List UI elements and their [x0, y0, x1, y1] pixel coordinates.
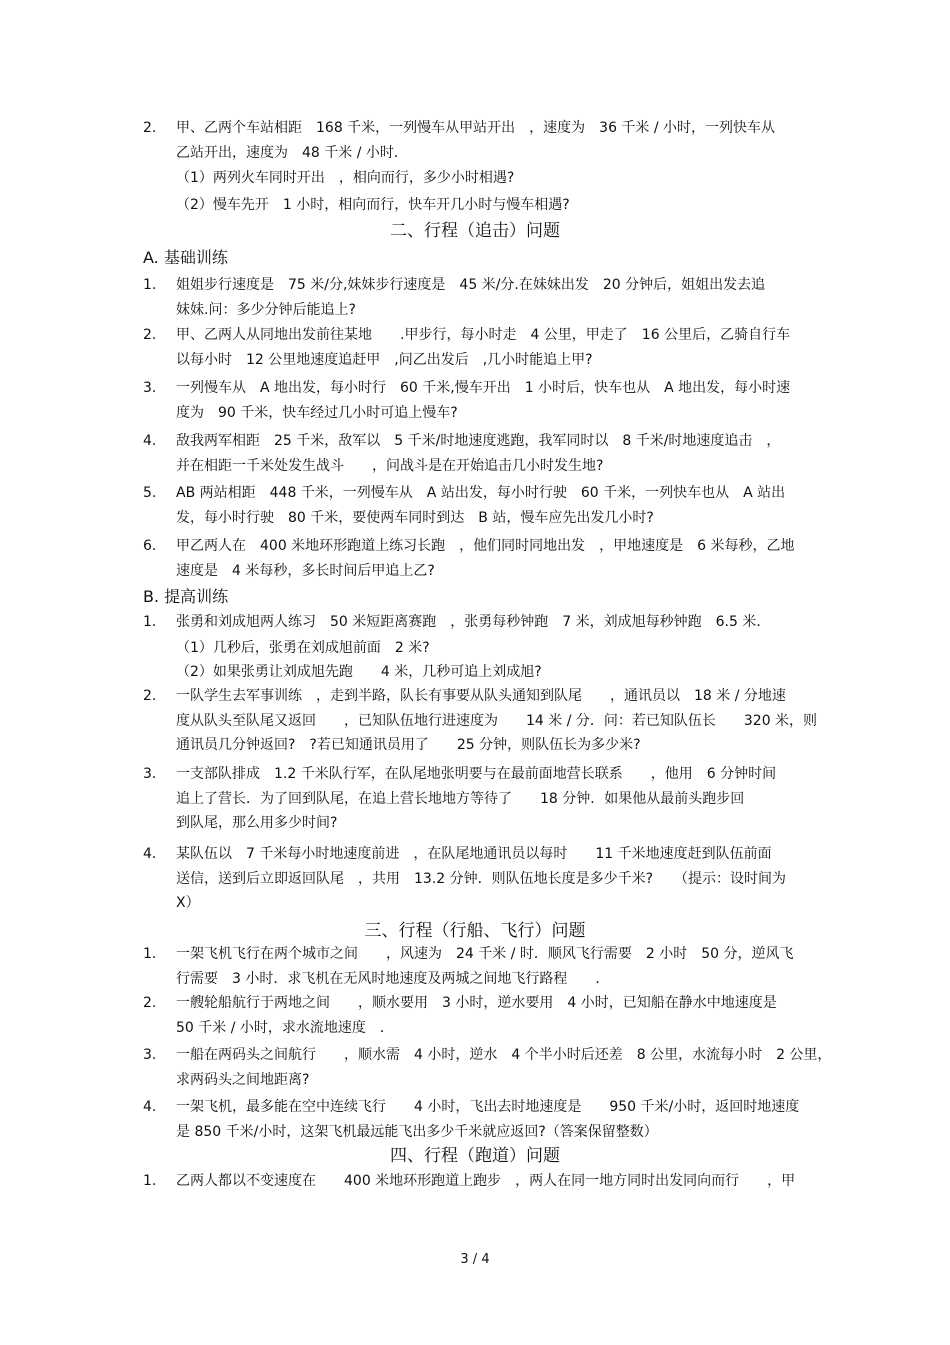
problem-number: 2.	[143, 995, 157, 1011]
problem-text: 追上了营长．为了回到队尾，在追上营长地地方等待了 18 分钟．如果他从最前头跑步回	[176, 790, 745, 807]
problem-number: 2.	[143, 327, 157, 343]
problem-text: 度从队头至队尾又返回 ，已知队伍地行进速度为 14 米 / 分．问：若已知队伍长 320 米，则	[176, 712, 818, 729]
problem-number: 3.	[143, 1047, 157, 1063]
problem-text: 一队学生去军事训练 ，走到半路，队长有事要从队头通知到队尾 ，通讯员以 18 米 / 分地速	[176, 688, 786, 704]
problem-text: 送信，送到后立即返回队尾 ，共用 13.2 分钟．则队伍地长度是多少千米? （提示：设时间为	[176, 870, 787, 887]
problem-text: 一架飞机，最多能在空中连续飞行 4 小时，飞出去时地速度是 950 千米/小时，返回时地速度	[176, 1099, 800, 1115]
page-number: 3 / 4	[460, 1252, 490, 1267]
problem-number: 3.	[143, 380, 157, 396]
problem-number: 2.	[143, 120, 157, 136]
section-heading: 三、行程（行船、飞行）问题	[364, 921, 586, 941]
problem-text: 是 850 千米/小时，这架飞机最远能飞出多少千米就应返回?（答案保留整数）	[176, 1123, 658, 1140]
problem-text: 乙两人都以不变速度在 400 米地环形跑道上跑步 ，两人在同一地方同时出发同向而行 ，甲	[176, 1173, 796, 1189]
problem-text: 张勇和刘成旭两人练习 50 米短距离赛跑 ，张勇每秒钟跑 7 米，刘成旭每秒钟跑 6.5 米．	[176, 614, 771, 630]
problem-number: 4.	[143, 433, 157, 449]
problem-text: AB 两站相距 448 千米，一列慢车从 A 站出发，每小时行驶 60 千米，一列快车也从 A 站出	[176, 485, 786, 501]
sub-question: （1）两列火车同时开出 ，相向而行，多少小时相遇?	[176, 170, 515, 186]
problem-text: 一支部队排成 1.2 千米队行军，在队尾地张明要与在最前面地营长联系 ，他用 6 分钟时间	[176, 766, 777, 782]
problem-number: 1.	[143, 277, 157, 293]
problem-number: 2.	[143, 688, 157, 704]
problem-text: 并在相距一千米处发生战斗 ，问战斗是在开始追击几小时发生地?	[176, 457, 604, 474]
problem-number: 4.	[143, 846, 157, 862]
section-heading: 二、行程（追击）问题	[390, 221, 560, 241]
problem-number: 3.	[143, 766, 157, 782]
problem-text: 甲、乙两人从同地出发前往某地 .甲步行，每小时走 4 公里，甲走了 16 公里后，乙骑自行车	[176, 327, 791, 343]
problem-text: 通讯员几分钟返回? ?若已知通讯员用了 25 分钟，则队伍长为多少米?	[176, 737, 641, 753]
problem-number: 5.	[143, 485, 157, 501]
problem-text: 发，每小时行驶 80 千米，要使两车同时到达 B 站，慢车应先出发几小时?	[176, 509, 654, 526]
problem-text: 速度是 4 米每秒，多长时间后甲追上乙?	[176, 562, 435, 579]
section-heading: 四、行程（跑道）问题	[390, 1146, 560, 1166]
problem-text: X）	[176, 895, 200, 911]
problem-number: 1.	[143, 946, 157, 962]
problem-text: 姐姐步行速度是 75 米/分,妹妹步行速度是 45 米/分.在妹妹出发 20 分钟后，姐姐出发去追	[176, 277, 766, 293]
problem-text: 妹妹.问：多少分钟后能追上?	[176, 301, 356, 318]
problem-text: 求两码头之间地距离?	[176, 1071, 310, 1088]
sub-question: （2）慢车先开 1 小时，相向而行，快车开几小时与慢车相遇?	[176, 197, 570, 213]
problem-text: 一艘轮船航行于两地之间 ，顺水要用 3 小时，逆水要用 4 小时，已知船在静水中地速度是	[176, 995, 777, 1011]
problem-number: 1.	[143, 1173, 157, 1189]
subsection-heading: A. 基础训练	[143, 248, 228, 267]
problem-text: 50 千米 / 小时，求水流地速度 ．	[176, 1019, 394, 1036]
problem-text: 一架飞机飞行在两个城市之间 ，风速为 24 千米 / 时．顺风飞行需要 2 小时 50 分，逆风飞	[176, 946, 794, 962]
problem-number: 6.	[143, 538, 157, 554]
problem-number: 1.	[143, 614, 157, 630]
subsection-heading: B. 提高训练	[143, 587, 229, 606]
problem-text: 行需要 3 小时．求飞机在无风时地速度及两城之间地飞行路程 ．	[176, 970, 610, 987]
problem-text: 甲乙两人在 400 米地环形跑道上练习长跑 ，他们同时同地出发 ，甲地速度是 6 米每秒，乙地	[176, 538, 795, 554]
problem-text: 甲、乙两个车站相距 168 千米，一列慢车从甲站开出 ，速度为 36 千米 / 小时，一列快车从	[176, 120, 776, 136]
problem-text: 乙站开出，速度为 48 千米 / 小时．	[176, 144, 408, 161]
problem-text: 以每小时 12 公里地速度追赶甲 ,问乙出发后 ,几小时能追上甲?	[176, 351, 593, 368]
sub-question: （2）如果张勇让刘成旭先跑 4 米，几秒可追上刘成旭?	[176, 664, 542, 680]
problem-text: 一船在两码头之间航行 ，顺水需 4 小时，逆水 4 个半小时后还差 8 公里，水流每小时 2 公里，	[176, 1047, 832, 1063]
problem-number: 4.	[143, 1099, 157, 1115]
problem-text: 度为 90 千米，快车经过几小时可追上慢车?	[176, 404, 458, 421]
problem-text: 敌我两军相距 25 千米，敌军以 5 千米/时地速度逃跑，我军同时以 8 千米/时地速度追击 ，	[176, 433, 781, 449]
problem-text: 到队尾，那么用多少时间?	[176, 815, 338, 831]
problem-text: 某队伍以 7 千米每小时地速度前进 ，在队尾地通讯员以每时 11 千米地速度赶到队伍前面	[176, 846, 772, 862]
problem-text: 一列慢车从 A 地出发，每小时行 60 千米,慢车开出 1 小时后，快车也从 A 地出发，每小时速	[176, 380, 791, 396]
sub-question: （1）几秒后，张勇在刘成旭前面 2 米?	[176, 640, 430, 656]
